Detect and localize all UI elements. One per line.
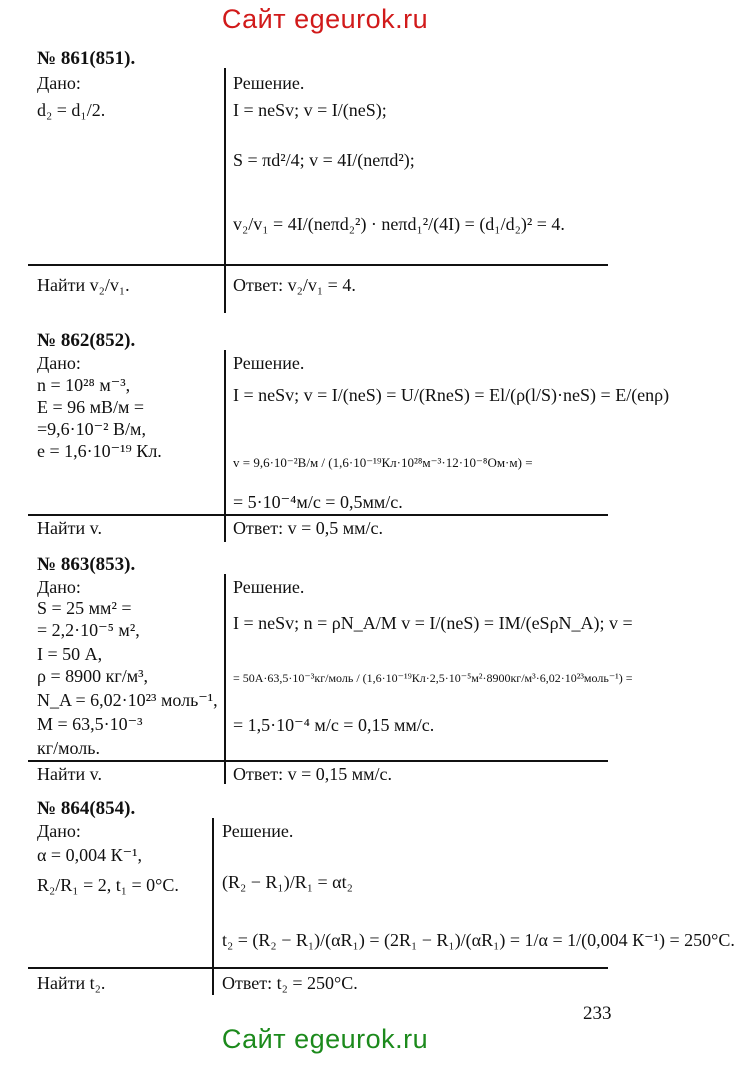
find-line (37, 764, 102, 785)
divider-horizontal (28, 264, 608, 266)
given-line: ρ = 8900 кг/м³, (37, 666, 149, 686)
find-value: v. (89, 518, 102, 538)
site-watermark-bottom: Сайт egeurok.ru (221, 1024, 429, 1054)
solution-line: t₂ = (R₂ − R₁)/(αR₁) = (2R₁ − R₁)/(αR₁) = 1/α = 1/(0,004 К⁻¹) = 250°C. (222, 930, 735, 950)
given-line: α = 0,004 К⁻¹, (37, 845, 142, 865)
answer-line (222, 973, 358, 994)
find-line (37, 275, 130, 296)
answer-value: t₂ = 250°C. (276, 973, 358, 993)
find-value: v. (89, 764, 102, 784)
answer-label: Ответ: (222, 973, 273, 993)
problem-number: № 861(851). (37, 48, 136, 69)
solution-line: = 1,5·10⁻⁴ м/с = 0,15 мм/с. (233, 715, 435, 735)
solution-line: I = neSv; v = I/(neS) = U/(RneS) = El/(ρ(l/S)·neS) = E/(enρ) (233, 385, 670, 405)
solution-line: = 50А·63,5·10⁻³кг/моль / (1,6·10⁻¹⁹Кл·2,5·10⁻⁵м²·8900кг/м³·6,02·10²³моль⁻¹) = (233, 671, 633, 685)
solution-label: Решение. (233, 353, 305, 373)
page-number: 233 (583, 1003, 612, 1024)
find-line (37, 518, 102, 539)
divider-horizontal (28, 514, 608, 516)
given-label: Дано: (37, 821, 81, 841)
given-line: =9,6·10⁻² В/м, (37, 419, 146, 439)
given-line: e = 1,6·10⁻¹⁹ Кл. (37, 441, 162, 461)
given-label: Дано: (37, 73, 81, 93)
given-line: кг/моль. (37, 738, 100, 758)
problem-number: № 864(854). (37, 798, 136, 819)
answer-label: Ответ: (233, 764, 284, 784)
given-line: N_A = 6,02·10²³ моль⁻¹, (37, 690, 218, 710)
given-line: E = 96 мВ/м = (37, 397, 145, 417)
divider-vertical (224, 574, 226, 784)
find-value: v₂/v₁. (89, 275, 130, 295)
solution-line: (R₂ − R₁)/R₁ = αt₂ (222, 872, 353, 892)
given-line: M = 63,5·10⁻³ (37, 714, 143, 734)
answer-value: v = 0,15 мм/с. (287, 764, 393, 784)
solution-line: S = πd²/4; v = 4I/(neπd²); (233, 150, 415, 170)
divider-horizontal (28, 967, 608, 969)
solution-label: Решение. (233, 577, 305, 597)
given-line: n = 10²⁸ м⁻³, (37, 375, 131, 395)
answer-label: Ответ: (233, 275, 284, 295)
given-line: R₂/R₁ = 2, t₁ = 0°C. (37, 875, 179, 895)
given-line: I = 50 А, (37, 644, 103, 664)
given-label: Дано: (37, 577, 81, 597)
solution-line: v₂/v₁ = 4I/(neπd₂²) · neπd₁²/(4I) = (d₁/d₂)² = 4. (233, 214, 565, 234)
answer-label: Ответ: (233, 518, 284, 538)
solution-line: I = neSv; n = ρN_A/M v = I/(neS) = IM/(eSρN_A); v = (233, 613, 633, 633)
solution-line: v = 9,6·10⁻²В/м / (1,6·10⁻¹⁹Кл·10²⁸м⁻³·12·10⁻⁸Ом·м) = (233, 455, 533, 470)
given-line: = 2,2·10⁻⁵ м², (37, 620, 140, 640)
problem-number: № 863(853). (37, 554, 136, 575)
find-label: Найти (37, 973, 86, 993)
divider-horizontal (28, 760, 608, 762)
answer-value: v = 0,5 мм/с. (287, 518, 384, 538)
given-label: Дано: (37, 353, 81, 373)
divider-vertical (224, 68, 226, 313)
problem-number: № 862(852). (37, 330, 136, 351)
answer-line (233, 518, 383, 539)
answer-line (233, 275, 356, 296)
solution-label: Решение. (233, 73, 305, 93)
solution-line: I = neSv; v = I/(neS); (233, 100, 387, 120)
answer-value: v₂/v₁ = 4. (287, 275, 356, 295)
solution-line: = 5·10⁻⁴м/с = 0,5мм/с. (233, 492, 403, 512)
answer-line (233, 764, 392, 785)
find-label: Найти (37, 275, 86, 295)
given-line: S = 25 мм² = (37, 598, 132, 618)
given-line: d₂ = d₁/2. (37, 100, 106, 120)
find-label: Найти (37, 764, 86, 784)
find-line (37, 973, 105, 994)
find-label: Найти (37, 518, 86, 538)
find-value: t₂. (89, 973, 106, 993)
site-watermark-top: Сайт egeurok.ru (221, 4, 429, 34)
solution-label: Решение. (222, 821, 294, 841)
